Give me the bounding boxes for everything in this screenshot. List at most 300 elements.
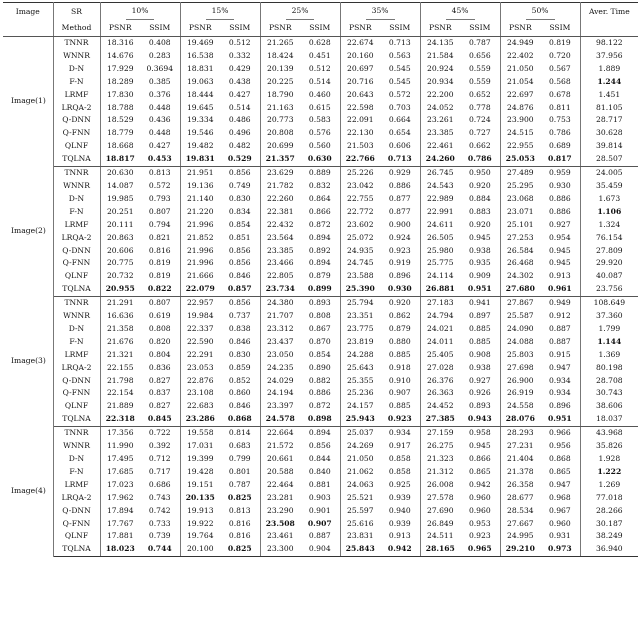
psnr-cell: 25.587: [507, 311, 534, 321]
ssim-cell: 0.856: [220, 257, 260, 270]
method-cell: Q-DNN: [53, 505, 100, 518]
psnr-cell: 23.071: [507, 206, 534, 216]
method-cell: F-N: [53, 76, 100, 89]
method-cell: TNNR: [53, 167, 100, 180]
ssim-cell: 0.568: [540, 76, 580, 89]
ssim-cell: 0.512: [220, 37, 260, 50]
psnr-cell: 23.053: [186, 362, 214, 372]
time-cell: 1.106: [597, 206, 622, 216]
ssim-cell: 0.966: [540, 427, 580, 440]
ssim-cell: 0.858: [380, 466, 420, 479]
ssim-cell: 0.915: [540, 349, 580, 362]
ssim-cell: 0.628: [300, 37, 340, 50]
time-cell: 30.187: [596, 518, 623, 528]
ssim-cell: 0.913: [380, 530, 420, 543]
ssim-cell: 0.572: [140, 180, 180, 193]
ssim-cell: 0.819: [140, 257, 180, 270]
ssim-cell: 0.727: [460, 127, 500, 140]
ssim-cell: 0.482: [220, 140, 260, 153]
image-label: Image(3): [3, 297, 53, 427]
psnr-cell: 22.130: [347, 128, 374, 138]
table-row: [3, 153, 638, 166]
ssim-cell: 0.844: [300, 453, 340, 466]
ssim-cell: 0.376: [140, 89, 180, 102]
ssim-cell: 0.427: [220, 89, 260, 102]
psnr-cell: 11.990: [106, 441, 134, 451]
method-cell: D-N: [53, 323, 100, 336]
method-cell: LRMF: [53, 349, 100, 362]
ssim-cell: 0.733: [140, 518, 180, 531]
ssim-cell: 0.836: [140, 362, 180, 375]
psnr-cell: 18.831: [186, 63, 214, 73]
psnr-cell: 23.602: [347, 219, 374, 229]
psnr-cell: 19.399: [186, 454, 214, 463]
ssim-cell: 0.606: [380, 140, 420, 153]
ssim-cell: 0.893: [460, 400, 500, 413]
ssim-cell: 0.939: [380, 518, 420, 531]
ssim-cell: 0.678: [540, 89, 580, 102]
psnr-header: PSNR: [420, 20, 460, 37]
psnr-cell: 21.404: [507, 454, 534, 463]
psnr-cell: 24.578: [260, 413, 300, 426]
psnr-cell: 23.050: [266, 349, 294, 359]
method-cell: F-N: [53, 466, 100, 479]
header-row-levels: [3, 3, 638, 21]
psnr-cell: 20.808: [266, 128, 294, 138]
ssim-cell: 0.786: [540, 127, 580, 140]
method-cell: QLNF: [53, 400, 100, 413]
ssim-cell: 0.938: [460, 245, 500, 258]
time-cell: 35.826: [596, 441, 623, 451]
psnr-cell: 24.452: [427, 401, 454, 411]
psnr-cell: 21.996: [186, 219, 214, 229]
level-header: 35%: [340, 3, 420, 21]
ssim-cell: 0.887: [540, 323, 580, 336]
psnr-cell: 20.111: [106, 219, 134, 229]
ssim-cell: 0.807: [140, 297, 180, 310]
ssim-cell: 0.851: [220, 232, 260, 245]
method-cell: Q-DNN: [53, 114, 100, 127]
method-cell: WNNR: [53, 180, 100, 193]
ssim-cell: 0.886: [300, 387, 340, 400]
ssim-cell: 0.918: [380, 362, 420, 375]
method-cell: LRQA-2: [53, 362, 100, 375]
psnr-cell: 27.667: [507, 518, 534, 528]
psnr-cell: 23.900: [507, 115, 534, 125]
psnr-cell: 20.732: [106, 271, 134, 281]
time-cell: 36.940: [580, 543, 638, 556]
psnr-cell: 27.867: [507, 298, 534, 308]
ssim-cell: 0.923: [460, 530, 500, 543]
ssim-cell: 0.559: [460, 63, 500, 76]
ssim-cell: 0.923: [380, 245, 420, 258]
ssim-cell: 0.909: [460, 270, 500, 283]
ssim-cell: 0.862: [380, 310, 420, 323]
psnr-cell: 22.432: [266, 219, 294, 229]
time-cell: 40.087: [596, 271, 623, 281]
psnr-cell: 25.295: [507, 180, 534, 190]
psnr-cell: 23.588: [347, 271, 374, 281]
ssim-header: SSIM: [540, 20, 580, 37]
psnr-cell: 20.588: [266, 466, 294, 476]
method-cell: LRMF: [53, 479, 100, 492]
ssim-cell: 0.889: [300, 167, 340, 180]
method-cell: QLNF: [53, 270, 100, 283]
ssim-cell: 0.929: [380, 167, 420, 180]
ssim-cell: 0.868: [540, 453, 580, 466]
ssim-cell: 0.947: [540, 362, 580, 375]
psnr-cell: 22.876: [186, 375, 214, 385]
psnr-cell: 20.225: [266, 76, 294, 86]
psnr-cell: 23.312: [266, 323, 294, 333]
psnr-cell: 23.068: [507, 193, 534, 203]
table-row: [3, 37, 638, 50]
psnr-cell: 24.063: [347, 479, 374, 489]
psnr-cell: 21.323: [427, 454, 454, 463]
psnr-cell: 18.444: [186, 89, 214, 99]
table-row: [3, 387, 638, 400]
ssim-cell: 0.652: [460, 89, 500, 102]
psnr-cell: 23.819: [347, 336, 374, 346]
psnr-cell: 18.289: [106, 76, 134, 86]
psnr-cell: 21.378: [507, 466, 534, 476]
ssim-cell: 0.834: [220, 206, 260, 219]
psnr-cell: 24.088: [507, 336, 534, 346]
psnr-cell: 25.943: [340, 413, 380, 426]
ssim-cell: 0.920: [460, 219, 500, 232]
ssim-cell: 0.879: [300, 270, 340, 283]
ssim-cell: 0.856: [220, 297, 260, 310]
psnr-cell: 23.300: [260, 543, 300, 556]
psnr-cell: 21.291: [106, 298, 134, 308]
psnr-cell: 21.707: [266, 311, 294, 321]
psnr-cell: 24.876: [507, 102, 534, 112]
ssim-cell: 0.739: [140, 530, 180, 543]
psnr-cell: 22.664: [266, 428, 294, 438]
table-row: [3, 543, 638, 556]
ssim-cell: 0.947: [540, 479, 580, 492]
psnr-cell: 22.989: [427, 193, 454, 203]
method-cell: TQLNA: [53, 283, 100, 296]
ssim-cell: 0.545: [380, 76, 420, 89]
psnr-cell: 18.023: [100, 543, 140, 556]
ssim-cell: 0.825: [220, 543, 260, 556]
psnr-cell: 22.091: [347, 115, 374, 125]
psnr-cell: 26.008: [427, 479, 454, 489]
psnr-cell: 17.495: [106, 454, 134, 463]
ssim-cell: 0.942: [460, 479, 500, 492]
time-cell: 38.606: [596, 401, 623, 411]
psnr-cell: 22.674: [347, 38, 374, 47]
psnr-cell: 22.155: [106, 362, 134, 372]
time-cell: 1.889: [598, 63, 621, 73]
ssim-cell: 0.865: [540, 466, 580, 479]
psnr-cell: 24.543: [427, 180, 454, 190]
psnr-cell: 21.358: [106, 323, 134, 333]
method-cell: LRQA-2: [53, 492, 100, 505]
psnr-cell: 17.031: [186, 441, 214, 451]
ssim-cell: 0.801: [220, 466, 260, 479]
psnr-cell: 23.629: [266, 168, 294, 178]
psnr-cell: 18.788: [106, 102, 134, 112]
ssim-cell: 0.819: [140, 270, 180, 283]
psnr-cell: 22.755: [347, 193, 374, 203]
level-header: 15%: [180, 3, 260, 21]
table-row: [3, 518, 638, 531]
ssim-cell: 0.934: [540, 375, 580, 388]
method-cell: Q-FNN: [53, 518, 100, 531]
ssim-cell: 0.898: [300, 413, 340, 426]
ssim-cell: 0.838: [220, 323, 260, 336]
psnr-cell: 19.831: [180, 153, 220, 166]
ssim-header: SSIM: [140, 20, 180, 37]
psnr-cell: 19.063: [186, 76, 214, 86]
psnr-cell: 24.511: [427, 531, 454, 541]
ssim-cell: 0.453: [140, 153, 180, 166]
psnr-cell: 21.503: [347, 141, 374, 151]
ssim-cell: 0.951: [460, 283, 500, 296]
psnr-cell: 20.697: [347, 63, 374, 73]
psnr-cell: 25.053: [500, 153, 540, 166]
ssim-cell: 0.664: [380, 114, 420, 127]
ssim-cell: 0.884: [460, 193, 500, 206]
image-header-blank: [3, 20, 53, 37]
ssim-cell: 0.945: [460, 232, 500, 245]
psnr-cell: 24.515: [507, 128, 534, 138]
ssim-cell: 0.753: [540, 114, 580, 127]
psnr-cell: 21.996: [186, 258, 214, 268]
ssim-cell: 0.960: [460, 505, 500, 518]
psnr-cell: 26.745: [427, 168, 454, 178]
time-cell: 1.451: [598, 89, 621, 99]
psnr-cell: 24.558: [507, 401, 534, 411]
psnr-cell: 22.200: [427, 89, 454, 99]
time-cell: 1.144: [597, 336, 622, 346]
psnr-cell: 23.042: [347, 180, 374, 190]
psnr-cell: 22.590: [186, 336, 214, 346]
psnr-cell: 21.050: [507, 63, 534, 73]
ssim-cell: 0.886: [540, 193, 580, 206]
ssim-cell: 0.886: [380, 180, 420, 193]
method-cell: TNNR: [53, 427, 100, 440]
psnr-cell: 22.957: [186, 298, 214, 308]
psnr-cell: 22.154: [106, 388, 134, 398]
psnr-cell: 18.817: [100, 153, 140, 166]
psnr-cell: 25.794: [347, 298, 374, 308]
psnr-cell: 26.505: [427, 232, 454, 242]
ssim-cell: 0.945: [540, 245, 580, 258]
ssim-cell: 0.713: [380, 37, 420, 50]
ssim-cell: 0.939: [380, 492, 420, 505]
time-cell: 37.956: [596, 50, 623, 60]
ssim-cell: 0.866: [460, 453, 500, 466]
psnr-header: PSNR: [500, 20, 540, 37]
psnr-cell: 17.881: [106, 531, 134, 541]
psnr-cell: 24.090: [507, 323, 534, 333]
psnr-cell: 21.572: [266, 441, 294, 451]
psnr-cell: 17.929: [106, 63, 134, 73]
ssim-cell: 0.968: [540, 492, 580, 505]
psnr-cell: 24.260: [420, 153, 460, 166]
ssim-cell: 0.816: [220, 530, 260, 543]
ssim-cell: 0.896: [380, 270, 420, 283]
psnr-cell: 14.676: [106, 50, 134, 60]
ssim-cell: 0.892: [300, 245, 340, 258]
method-cell: QLNF: [53, 140, 100, 153]
psnr-cell: 24.611: [427, 219, 454, 229]
ssim-cell: 0.913: [540, 270, 580, 283]
method-cell: TQLNA: [53, 153, 100, 166]
method-cell: TQLNA: [53, 413, 100, 426]
psnr-cell: 24.157: [347, 401, 374, 411]
psnr-cell: 25.843: [340, 543, 380, 556]
ssim-cell: 0.956: [540, 440, 580, 453]
ssim-cell: 0.973: [540, 543, 580, 556]
psnr-cell: 28.534: [507, 505, 534, 515]
psnr-cell: 20.661: [266, 454, 294, 463]
ssim-cell: 0.945: [540, 257, 580, 270]
time-cell: 37.360: [596, 311, 623, 321]
ssim-cell: 0.858: [380, 453, 420, 466]
ssim-cell: 0.953: [460, 518, 500, 531]
psnr-cell: 23.437: [266, 336, 294, 346]
psnr-cell: 23.385: [266, 245, 294, 255]
psnr-cell: 23.775: [347, 323, 374, 333]
psnr-cell: 23.508: [265, 518, 295, 528]
time-cell: 35.459: [596, 180, 623, 190]
psnr-cell: 18.790: [266, 89, 294, 99]
ssim-cell: 0.894: [300, 257, 340, 270]
psnr-cell: 21.666: [186, 271, 214, 281]
ssim-cell: 0.816: [220, 518, 260, 531]
table-row: [3, 375, 638, 388]
method-cell: F-N: [53, 336, 100, 349]
psnr-cell: 23.397: [266, 401, 294, 411]
ssim-cell: 0.807: [140, 206, 180, 219]
ssim-cell: 0.940: [380, 505, 420, 518]
time-cell: 27.809: [596, 245, 623, 255]
psnr-cell: 25.597: [347, 505, 374, 515]
ssim-cell: 0.949: [540, 297, 580, 310]
psnr-cell: 25.405: [427, 349, 454, 359]
table-row: [3, 219, 638, 232]
psnr-cell: 24.380: [266, 298, 294, 308]
ssim-cell: 0.689: [540, 140, 580, 153]
ssim-header: SSIM: [380, 20, 420, 37]
psnr-cell: 26.919: [507, 388, 534, 398]
ssim-cell: 0.846: [220, 336, 260, 349]
ssim-cell: 0.451: [300, 50, 340, 63]
image-label: Image(2): [3, 167, 53, 297]
psnr-cell: 17.356: [106, 428, 134, 438]
ssim-cell: 0.830: [220, 349, 260, 362]
psnr-cell: 20.773: [266, 115, 294, 125]
ssim-cell: 0.385: [140, 76, 180, 89]
table-row: [3, 283, 638, 296]
method-cell: LRMF: [53, 89, 100, 102]
ssim-cell: 0.897: [460, 310, 500, 323]
psnr-cell: 26.275: [427, 441, 454, 451]
psnr-cell: 21.054: [507, 76, 534, 86]
psnr-cell: 23.108: [186, 388, 214, 398]
time-cell: 28.507: [580, 153, 638, 166]
psnr-cell: 23.261: [427, 115, 454, 125]
psnr-cell: 21.951: [186, 168, 214, 178]
method-cell: Q-DNN: [53, 375, 100, 388]
ssim-cell: 0.867: [300, 323, 340, 336]
psnr-cell: 17.962: [106, 492, 134, 502]
psnr-cell: 22.805: [266, 271, 294, 281]
psnr-cell: 22.291: [186, 349, 214, 359]
time-cell: 1.269: [598, 479, 621, 489]
ssim-cell: 0.899: [300, 283, 340, 296]
ssim-cell: 0.872: [300, 400, 340, 413]
psnr-cell: 23.831: [347, 531, 374, 541]
ssim-cell: 0.856: [300, 440, 340, 453]
psnr-cell: 24.194: [266, 388, 294, 398]
table-row: [3, 167, 638, 180]
psnr-cell: 25.236: [347, 388, 374, 398]
ssim-cell: 0.429: [220, 63, 260, 76]
psnr-cell: 22.402: [507, 50, 534, 60]
time-cell: 29.920: [596, 258, 623, 268]
ssim-cell: 0.572: [380, 89, 420, 102]
ssim-cell: 0.448: [140, 127, 180, 140]
ssim-cell: 0.927: [540, 219, 580, 232]
psnr-cell: 24.302: [507, 271, 534, 281]
psnr-header: PSNR: [340, 20, 380, 37]
ssim-cell: 0.930: [380, 283, 420, 296]
ssim-cell: 0.837: [140, 387, 180, 400]
psnr-cell: 26.358: [507, 479, 534, 489]
ssim-cell: 0.960: [540, 518, 580, 531]
psnr-cell: 20.251: [106, 206, 134, 216]
psnr-cell: 23.734: [260, 283, 300, 296]
psnr-cell: 24.135: [427, 38, 454, 47]
psnr-cell: 17.767: [106, 518, 134, 528]
method-cell: D-N: [53, 63, 100, 76]
psnr-cell: 26.584: [507, 245, 534, 255]
ssim-cell: 0.882: [300, 375, 340, 388]
psnr-cell: 22.955: [507, 141, 534, 151]
ssim-cell: 0.742: [140, 505, 180, 518]
table-row: [3, 362, 638, 375]
psnr-cell: 22.772: [347, 206, 374, 216]
time-cell: 1.928: [598, 454, 621, 463]
psnr-cell: 25.775: [427, 258, 454, 268]
ssim-cell: 0.545: [380, 63, 420, 76]
ssim-cell: 0.912: [540, 310, 580, 323]
method-header: Method: [53, 20, 100, 37]
psnr-cell: 20.775: [106, 258, 134, 268]
psnr-cell: 16.636: [106, 311, 134, 321]
psnr-cell: 25.390: [340, 283, 380, 296]
ssim-cell: 0.927: [460, 375, 500, 388]
psnr-cell: 24.114: [427, 271, 454, 281]
psnr-cell: 20.863: [106, 232, 134, 242]
psnr-cell: 24.995: [507, 531, 534, 541]
ssim-cell: 0.808: [300, 310, 340, 323]
method-cell: F-N: [53, 206, 100, 219]
time-cell: 98.122: [596, 38, 623, 47]
psnr-cell: 24.269: [347, 441, 374, 451]
ssim-cell: 0.686: [140, 479, 180, 492]
ssim-cell: 0.283: [140, 50, 180, 63]
ssim-cell: 0.908: [460, 349, 500, 362]
psnr-cell: 21.050: [347, 454, 374, 463]
ssim-cell: 0.886: [540, 206, 580, 219]
psnr-cell: 21.798: [106, 375, 134, 385]
